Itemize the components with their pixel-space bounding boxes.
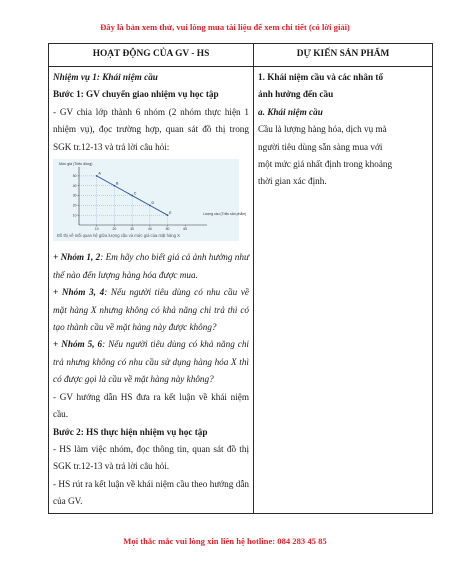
group-1-2-question: + Nhóm 1, 2: Em hãy cho biết giá cả ảnh hưởng như thế nào đến lượng hàng hóa được mua. (53, 252, 249, 280)
activities-cell (49, 67, 254, 514)
chart-y-tick-label: 30 (72, 193, 77, 198)
group-3-4-question: + Nhóm 3, 4: Nếu người tiêu dùng có nhu cầu về mặt hàng X nhưng không có khả năng chi trả thì có tạo thành cầu về mặt hàng này được không? (53, 287, 249, 333)
demand-chart-svg (53, 159, 247, 241)
chart-x-tick-label: 30 (130, 227, 135, 232)
chart-y-tick-label: 20 (72, 203, 77, 208)
chart-x-axis-label: Lượng cầu (Triệu sản phẩm) (203, 212, 247, 217)
step2-paragraph-2: - HS rút ra kết luận về khái niệm cầu theo hướng dẫn của GV. (53, 478, 249, 507)
preview-banner: Đây là bản xem thử, vui lòng mua tài liệu để xem chi tiết (có lời giải) (100, 22, 350, 32)
step1-paragraph: - GV chia lớp thành 6 nhóm (2 nhóm thực hiện 1 nhiệm vụ), đọc trường hợp, quan sát đồ thị trong SGK tr.12-13 và trả lời câu hỏi: (53, 106, 249, 152)
chart-y-tick-label: 50 (72, 174, 77, 179)
chart-y-axis-label: Mức giá (Triệu đồng) (59, 162, 93, 167)
group-5-6-question: + Nhóm 5, 6: Nếu người tiêu dùng có khả năng chi trả nhưng không có nhu cầu sử dụng hàng hóa X thì có được gọi là cầu về mặt hàng này không? (53, 339, 249, 385)
chart-point-label: E (169, 211, 172, 216)
chart-point-label: B (116, 181, 119, 186)
demand-chart (53, 159, 249, 247)
step2-heading: Bước 2: HS thực hiện nhiệm vụ học tập (53, 426, 208, 437)
chart-x-tick-label: 10 (94, 227, 99, 232)
hotline-banner: Mọi thắc mắc vui lòng xin liên hệ hotline: 084 283 45 85 (123, 536, 327, 546)
products-cell (254, 67, 433, 514)
chart-y-tick-label: 40 (72, 183, 77, 188)
chart-x-tick-label: 60 (183, 227, 188, 232)
task-title: Nhiệm vụ 1: Khái niệm cầu (53, 72, 158, 82)
demand-definition: Cầu là lượng hàng hóa, dịch vụ mà người tiêu dùng sẵn sàng mua với một mức giá nhất định trong khoảng thời gian xác định. (258, 124, 393, 187)
conclusion-guidance: - GV hướng dẫn HS đưa ra kết luận về khái niệm cầu. (53, 391, 249, 420)
product-heading: 1. Khái niệm cầu và các nhân tố ảnh hưởng đến cầu (258, 72, 384, 100)
chart-point-label: D (151, 201, 155, 206)
chart-point-label: C (133, 191, 137, 196)
lesson-table (48, 43, 433, 514)
chart-y-tick-label: 10 (72, 213, 77, 218)
chart-point-label: A (98, 171, 101, 176)
chart-x-tick-label: 20 (112, 227, 117, 232)
table-header-row (49, 44, 433, 67)
step1-heading: Bước 1: GV chuyển giao nhiệm vụ học tập (53, 89, 219, 100)
chart-x-tick-label: 40 (147, 227, 152, 232)
table-row (49, 67, 433, 514)
step2-paragraph-1: - HS làm việc nhóm, đọc thông tin, quan sát đồ thị SGK tr.12-13 và trả lời câu hỏi. (53, 443, 249, 472)
chart-caption: Đồ thị về mối quan hệ giữa lượng cầu và mức giá của mặt hàng X (57, 233, 180, 239)
product-subheading: a. Khái niệm cầu (258, 106, 323, 117)
header-products: DỰ KIẾN SẢN PHẨM (254, 44, 433, 67)
chart-x-tick-label: 50 (165, 227, 170, 232)
chart-background (53, 159, 239, 241)
header-activities: HOẠT ĐỘNG CỦA GV - HS (49, 44, 254, 67)
